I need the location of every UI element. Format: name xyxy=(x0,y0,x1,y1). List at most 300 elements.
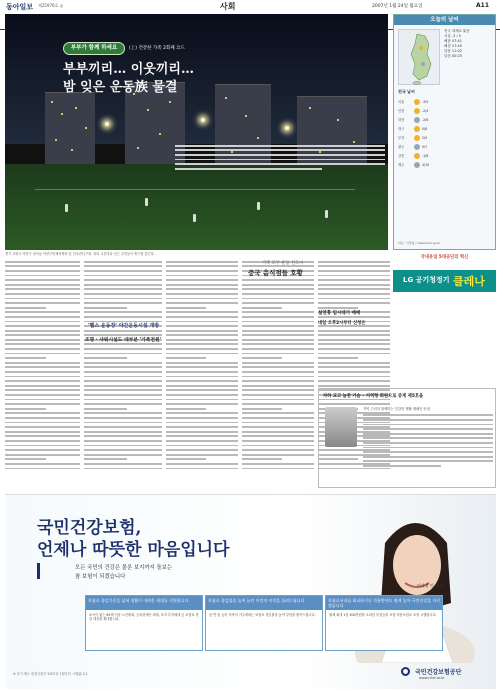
text-line xyxy=(318,380,390,382)
korea-map-icon xyxy=(399,30,441,86)
text-line xyxy=(318,261,390,263)
text-line xyxy=(166,431,238,433)
weather-source: 자료: 기상청 / www.kma.go.kr xyxy=(398,241,441,245)
text-line xyxy=(242,330,314,332)
text-line xyxy=(5,463,80,465)
column-box xyxy=(318,388,496,488)
sun-icon xyxy=(414,108,420,114)
text-line xyxy=(242,408,282,410)
forecast-city: 제주 xyxy=(398,163,405,167)
text-line xyxy=(84,417,162,419)
text-line xyxy=(166,311,238,313)
text-line xyxy=(5,435,80,437)
nhic-url-link[interactable]: www.nhic.or.kr xyxy=(419,676,445,680)
apartment-building xyxy=(45,92,95,166)
text-line xyxy=(242,357,282,359)
text-line xyxy=(84,279,162,281)
article-column xyxy=(5,258,80,490)
forecast-temp: 0/8 xyxy=(422,126,428,131)
text-line xyxy=(5,284,80,286)
text-line xyxy=(242,366,314,368)
text-line xyxy=(84,353,162,355)
text-line xyxy=(166,288,238,290)
text-line xyxy=(242,380,314,382)
column-title: 자하 교고 늘찬 가슴 – 지역형 회원으로 중계 제5호을 xyxy=(323,394,424,399)
text-line xyxy=(242,449,314,451)
text-line xyxy=(166,343,238,345)
text-line xyxy=(84,362,162,364)
sun-icon xyxy=(414,135,420,141)
weather-stat: 달짐 00:25 xyxy=(444,54,462,58)
text-line xyxy=(5,270,80,272)
ad-subline: 참 보험이 되겠습니다 xyxy=(75,574,126,580)
forecast-row xyxy=(398,106,492,115)
text-line xyxy=(318,376,390,378)
text-line xyxy=(5,275,80,277)
text-line xyxy=(5,348,80,350)
text-line xyxy=(318,385,390,387)
newspaper-logo: 동아일보 xyxy=(6,3,34,11)
text-line xyxy=(166,408,206,410)
text-line xyxy=(318,371,390,373)
text-line xyxy=(318,353,390,355)
forecast-row xyxy=(398,151,492,160)
text-line xyxy=(84,293,162,295)
ad-info-box xyxy=(85,595,203,651)
text-line xyxy=(84,376,162,378)
column-body xyxy=(363,407,493,485)
text-line xyxy=(242,431,314,433)
text-line xyxy=(5,389,80,391)
text-line xyxy=(166,458,206,460)
text-line xyxy=(166,435,238,437)
text-line xyxy=(242,311,314,313)
text-line xyxy=(5,431,80,433)
text-line xyxy=(242,284,314,286)
forecast-temp: -2/4 xyxy=(422,108,429,113)
text-line xyxy=(84,316,162,318)
text-line xyxy=(5,394,80,396)
text-line xyxy=(5,343,80,345)
forecast-city: 대전 xyxy=(398,118,405,122)
text-line xyxy=(318,316,390,318)
ad-accent-rule xyxy=(37,563,69,579)
text-line xyxy=(84,385,162,387)
text-line xyxy=(84,408,127,410)
text-line xyxy=(242,321,314,323)
player-figure xyxy=(257,202,260,210)
forecast-row xyxy=(398,97,492,106)
ad-headline-line2: 언제나 따뜻한 마음입니다 xyxy=(37,540,230,560)
text-line xyxy=(84,307,127,309)
ad-subline: 모든 국민의 건강은 물론 보지까지 돌보는 xyxy=(75,565,173,571)
text-line xyxy=(84,311,162,313)
text-line xyxy=(84,348,162,350)
forecast-temp: 0/7 xyxy=(422,144,428,149)
text-line xyxy=(84,458,127,460)
section-title: 사회 xyxy=(220,2,236,11)
text-line xyxy=(318,357,358,359)
text-line xyxy=(84,468,162,470)
nhic-logo-text: 국민건강보험공단 xyxy=(415,669,462,676)
text-line xyxy=(5,366,80,368)
text-line xyxy=(242,307,282,309)
photo-caption: 경기 고양시 덕양구 성사동 덕양구민체육센터 앞 인조잔디구장. 저녁 시간마다 인근 주민들이 축구를 즐긴다. xyxy=(5,252,155,256)
text-line xyxy=(166,394,238,396)
article-column xyxy=(84,258,162,490)
text-line xyxy=(242,412,314,414)
text-line xyxy=(318,293,390,295)
text-line xyxy=(5,302,80,304)
forecast-row xyxy=(398,124,492,133)
player-figure xyxy=(65,204,68,212)
text-line xyxy=(5,316,80,318)
text-line xyxy=(318,348,390,350)
text-line xyxy=(166,362,238,364)
text-line xyxy=(166,279,238,281)
text-line xyxy=(166,316,238,318)
text-line xyxy=(242,445,314,447)
lg-brand: LG 공기청정기 xyxy=(403,276,450,284)
text-line xyxy=(166,463,238,465)
text-line xyxy=(5,399,80,401)
text-line xyxy=(166,302,238,304)
forecast-city: 광주 xyxy=(398,145,405,149)
text-line xyxy=(242,403,314,405)
text-line xyxy=(242,288,314,290)
text-line xyxy=(84,403,162,405)
text-line xyxy=(5,440,80,442)
text-line xyxy=(84,435,162,437)
text-line xyxy=(84,422,162,424)
ad-info-box-title: 보험료 경감기준을 넓혀 생활이 어려운 세대를 지원합니다 xyxy=(86,596,202,610)
text-line xyxy=(166,399,238,401)
text-line xyxy=(318,288,390,290)
text-line xyxy=(242,293,314,295)
text-line xyxy=(166,449,238,451)
text-line xyxy=(166,265,238,267)
ad-footnote: ※ 상기 제도 변경사항은 2007년 1월부터 시행됩니다. xyxy=(13,672,89,676)
ad-info-box-body: 월세 최대 1천 500만원을 초과한 부담능력 보험 적용보험료 조정 시행합니다. xyxy=(329,613,437,617)
ad-info-box-title: 보험료 경감률을 높여 늘린 이민의 이익을 돌려드립니다 xyxy=(206,596,322,610)
weather-title: 오늘의 날씨 xyxy=(394,15,495,25)
forecast-city: 강릉 xyxy=(398,154,405,158)
text-line xyxy=(242,376,314,378)
text-line xyxy=(84,270,162,272)
text-line xyxy=(5,449,80,451)
forecast-temp: 4/10 xyxy=(422,162,430,167)
text-line xyxy=(5,265,80,267)
text-line xyxy=(242,298,314,300)
cloud-icon xyxy=(414,117,420,123)
forecast-city: 부산 xyxy=(398,136,405,140)
notice-subheadline: 내일 오후2시부터 신청은 xyxy=(318,321,366,326)
text-line xyxy=(5,426,80,428)
forecast-temp: 2/9 xyxy=(422,135,428,140)
text-line xyxy=(5,339,80,341)
column-lead: 지역 주민과 함께하는 건강한 생활 캠페인 안내 xyxy=(363,407,430,411)
text-line xyxy=(166,275,238,277)
text-line xyxy=(84,261,162,263)
text-line xyxy=(84,440,162,442)
text-line xyxy=(166,357,206,359)
text-line xyxy=(84,399,162,401)
stadium-light xyxy=(105,122,109,126)
weather-stat: 서울 -3 / 5 xyxy=(444,34,461,38)
text-line xyxy=(166,330,238,332)
text-line xyxy=(5,403,80,405)
ad-headline-line1: 국민건강보험, xyxy=(37,518,142,538)
text-line xyxy=(84,275,162,277)
text-line xyxy=(166,348,238,350)
text-line xyxy=(5,298,80,300)
forecast-temp: -1/6 xyxy=(422,153,429,158)
text-line xyxy=(166,417,238,419)
text-line xyxy=(5,458,46,460)
nhic-logo-icon xyxy=(401,667,410,676)
text-line xyxy=(166,403,238,405)
article-column xyxy=(242,258,314,490)
forecast-temp: -2/6 xyxy=(422,117,429,122)
text-line xyxy=(166,385,238,387)
forecast-grid xyxy=(398,97,492,169)
text-line xyxy=(5,422,80,424)
text-line xyxy=(166,261,238,263)
text-line xyxy=(166,270,238,272)
text-line xyxy=(84,426,162,428)
side-article-kicker: 가족 모두 운동 신도시 xyxy=(262,261,304,266)
weather-stat: 해뜸 07:41 xyxy=(444,39,462,43)
text-line xyxy=(5,307,46,309)
text-line xyxy=(5,288,80,290)
ad-signature: 이사장 이 재 용 xyxy=(417,583,444,588)
text-line xyxy=(166,284,238,286)
player-figure xyxy=(145,198,148,206)
text-line xyxy=(242,454,314,456)
text-line xyxy=(5,380,80,382)
stadium-light xyxy=(285,126,289,130)
text-line xyxy=(5,279,80,281)
feature-headline-line1: 부부끼리… 이웃끼리… xyxy=(63,62,194,77)
text-line xyxy=(242,458,282,460)
text-line xyxy=(318,270,390,272)
text-line xyxy=(318,330,390,332)
text-line xyxy=(5,357,46,359)
text-line xyxy=(166,468,238,470)
weather-stats xyxy=(444,29,492,59)
forecast-city: 인천 xyxy=(398,109,405,113)
text-line xyxy=(318,302,390,304)
text-line xyxy=(318,275,390,277)
text-line xyxy=(242,316,314,318)
text-line xyxy=(242,279,314,281)
text-line xyxy=(166,321,238,323)
player-figure xyxy=(193,214,196,222)
text-line xyxy=(84,431,162,433)
text-line xyxy=(242,343,314,345)
text-line xyxy=(5,468,80,470)
notice-headline: 설연휴 임시대기 매매 xyxy=(318,311,361,316)
lg-advertisement[interactable] xyxy=(393,254,496,306)
text-line xyxy=(242,435,314,437)
text-line xyxy=(5,334,80,336)
text-line xyxy=(84,463,162,465)
text-line xyxy=(5,325,80,327)
text-line xyxy=(242,362,314,364)
cloud-icon xyxy=(414,144,420,150)
text-line xyxy=(84,288,162,290)
text-line xyxy=(5,362,80,364)
text-line xyxy=(242,468,314,470)
text-line xyxy=(166,380,238,382)
ad-info-box xyxy=(205,595,323,651)
text-line xyxy=(242,389,314,391)
text-line xyxy=(166,371,238,373)
text-line xyxy=(242,385,314,387)
text-line xyxy=(318,265,390,267)
text-line xyxy=(242,339,314,341)
text-line xyxy=(318,307,358,309)
text-line xyxy=(318,334,390,336)
text-line xyxy=(84,412,162,414)
stadium-light xyxy=(201,118,205,122)
text-line xyxy=(84,302,162,304)
weather-stat: 전국 대체로 맑음 xyxy=(444,29,470,33)
korea-map xyxy=(398,29,440,85)
feature-headline-line2: 밤 잊은 운동族 물결 xyxy=(63,80,178,95)
text-line xyxy=(166,293,238,295)
text-line xyxy=(84,394,162,396)
text-line xyxy=(318,362,390,364)
text-line xyxy=(166,353,238,355)
text-line xyxy=(166,412,238,414)
text-line xyxy=(242,302,314,304)
text-line xyxy=(84,298,162,300)
series-badge: 부부가 함께 하세요 xyxy=(63,42,125,55)
forecast-row xyxy=(398,142,492,151)
text-line xyxy=(318,339,390,341)
text-line xyxy=(242,463,314,465)
forecast-city: 서울 xyxy=(398,100,405,104)
text-line xyxy=(166,339,238,341)
text-line xyxy=(5,408,46,410)
text-line xyxy=(242,422,314,424)
text-line xyxy=(166,454,238,456)
feature-lede xyxy=(175,142,385,188)
text-line xyxy=(5,385,80,387)
text-line xyxy=(242,417,314,419)
forecast-title: 전국 날씨 xyxy=(398,89,415,94)
side-article-headline: 중국 음식점들 호황 xyxy=(248,269,303,277)
sun-icon xyxy=(414,99,420,105)
text-line xyxy=(166,389,238,391)
text-line xyxy=(242,440,314,442)
text-line xyxy=(84,389,162,391)
text-line xyxy=(84,454,162,456)
text-line xyxy=(318,343,390,345)
nhic-advertisement[interactable] xyxy=(5,494,496,688)
text-line xyxy=(318,279,390,281)
text-line xyxy=(318,298,390,300)
article-subhead: '헬스 운동장' 야간운동시설 개방 xyxy=(88,323,160,329)
weather-box xyxy=(393,14,496,250)
cloud-icon xyxy=(414,162,420,168)
issue-number: 제25976호 ◎ xyxy=(38,3,64,8)
text-line xyxy=(166,445,238,447)
lg-ad-banner xyxy=(393,270,496,292)
sun-icon xyxy=(414,126,420,132)
text-line xyxy=(166,366,238,368)
text-line xyxy=(84,449,162,451)
text-line xyxy=(242,371,314,373)
text-line xyxy=(84,330,162,332)
text-line xyxy=(242,399,314,401)
weather-stat: 달뜸 11:02 xyxy=(444,49,462,53)
text-line xyxy=(5,454,80,456)
series-subtitle: (上) 건강한 가족 2회째 코드 xyxy=(129,46,185,51)
text-line xyxy=(166,298,238,300)
text-line xyxy=(84,343,162,345)
columnist-photo xyxy=(325,407,357,447)
text-line xyxy=(5,330,80,332)
forecast-row xyxy=(398,160,492,169)
text-line xyxy=(242,426,314,428)
ad-info-box-body: 소득이 없는 65세 이상 노인세대, 등록장애인 세대, 모자·부자세대 등 보험료 경감 대상을 확대합니다. xyxy=(89,613,199,622)
page-number: A11 xyxy=(476,2,489,9)
text-line xyxy=(84,357,127,359)
ad-info-box-title: 보험료부과를 회피하거나 적용받아도 쉽게 높아 국민건강을 지키겠습니다 xyxy=(326,596,442,610)
text-line xyxy=(166,376,238,378)
text-line xyxy=(5,261,80,263)
text-line xyxy=(84,371,162,373)
text-line xyxy=(5,417,80,419)
text-line xyxy=(166,334,238,336)
text-line xyxy=(5,371,80,373)
field-line xyxy=(35,189,355,190)
feature-photo xyxy=(5,14,388,250)
weather-stat: 해짐 17:45 xyxy=(444,44,462,48)
text-line xyxy=(166,440,238,442)
text-line xyxy=(5,321,80,323)
forecast-row xyxy=(398,133,492,142)
forecast-temp: -3/5 xyxy=(422,99,429,104)
text-line xyxy=(242,348,314,350)
sun-icon xyxy=(414,153,420,159)
text-line xyxy=(166,325,238,327)
text-line xyxy=(242,325,314,327)
text-line xyxy=(84,380,162,382)
text-line xyxy=(242,334,314,336)
text-line xyxy=(318,284,390,286)
text-line xyxy=(5,311,80,313)
forecast-city: 대구 xyxy=(398,127,405,131)
text-line xyxy=(166,307,206,309)
article-column xyxy=(166,258,238,490)
lg-product-name: 클레나 xyxy=(453,275,485,288)
text-line xyxy=(242,353,314,355)
text-line xyxy=(166,426,238,428)
ad-info-box-body: 읍·면 및 농어 지역의 거주세대는 보험료 경감률을 높여 부담을 줄여드립니다. xyxy=(209,613,316,617)
header-date: 2007년 1월 24일 월요일 xyxy=(372,4,423,9)
text-line xyxy=(5,376,80,378)
text-line xyxy=(5,353,80,355)
text-line xyxy=(5,445,80,447)
text-line xyxy=(5,412,80,414)
forecast-row xyxy=(398,115,492,124)
text-line xyxy=(318,366,390,368)
player-figure xyxy=(325,210,328,218)
text-line xyxy=(242,394,314,396)
